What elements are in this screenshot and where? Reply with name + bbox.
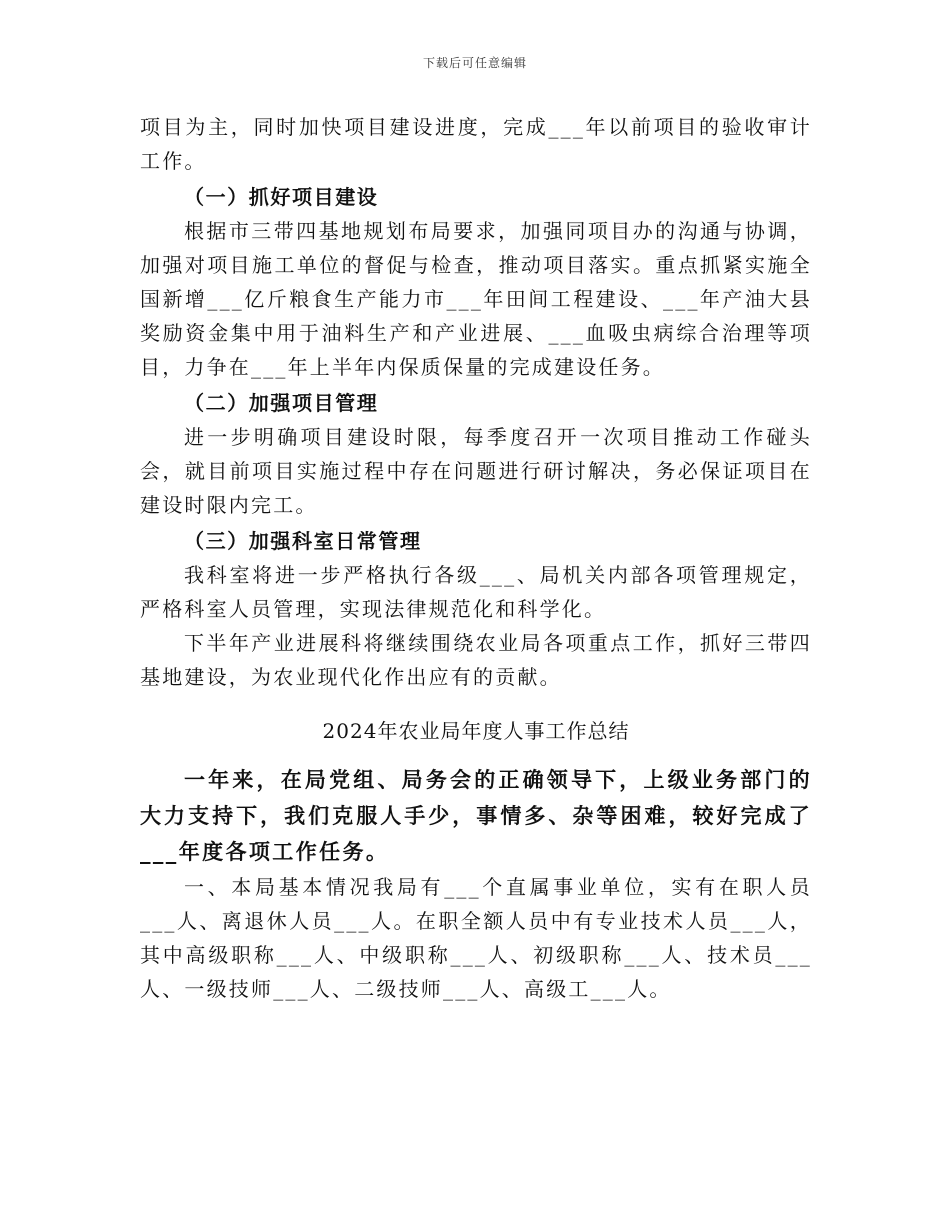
paragraph-second-half-plan: 下半年产业进展科将继续围绕农业局各项重点工作，抓好三带四基地建设，为农业现代化作出应有的贡献。 (140, 631, 812, 689)
paragraph-office-management: 我科室将进一步严格执行各级___、局机关内部各项管理规定，严格科室人员管理，实现法律规范化和科学化。 (140, 563, 812, 621)
paragraph-summary-intro: 一年来，在局党组、局务会的正确领导下，上级业务部门的大力支持下，我们克服人手少，事情多、杂等困难，较好完成了___年度各项工作任务。 (140, 767, 812, 864)
page-header: 下载后可任意编辑 (422, 56, 527, 70)
section-heading-1: （一）抓好项目建设 (184, 185, 379, 209)
document-body (140, 110, 812, 1006)
paragraph-project-management: 进一步明确项目建设时限，每季度召开一次项目推动工作碰头会，就目前项目实施过程中存在问题进行研讨解决，务必保证项目在建设时限内完工。 (140, 425, 812, 517)
section-heading-3: （三）加强科室日常管理 (184, 529, 422, 553)
document-title: 2024年农业局年度人事工作总结 (322, 719, 630, 743)
paragraph-continuation: 项目为主，同时加快项目建设进度，完成___年以前项目的验收审计工作。 (140, 115, 812, 173)
section-heading-2: （二）加强项目管理 (184, 391, 379, 415)
paragraph-basic-situation: 一、本局基本情况我局有___个直属事业单位，实有在职人员___人、离退休人员___人。在职全额人员中有专业技术人员___人，其中高级职称___人、中级职称___人、初级职称___人、技术员___人、一级技师___人、二级技师___人、高级工___人。 (140, 875, 812, 1001)
paragraph-project-construction: 根据市三带四基地规划布局要求，加强同项目办的沟通与协调，加强对项目施工单位的督促与检查，推动项目落实。重点抓紧实施全国新增___亿斤粮食生产能力市___年田间工程建设、___年产油大县奖励资金集中用于油料生产和产业进展、___血吸虫病综合治理等项目，力争在___年上半年内保质保量的完成建设任务。 (140, 219, 812, 379)
